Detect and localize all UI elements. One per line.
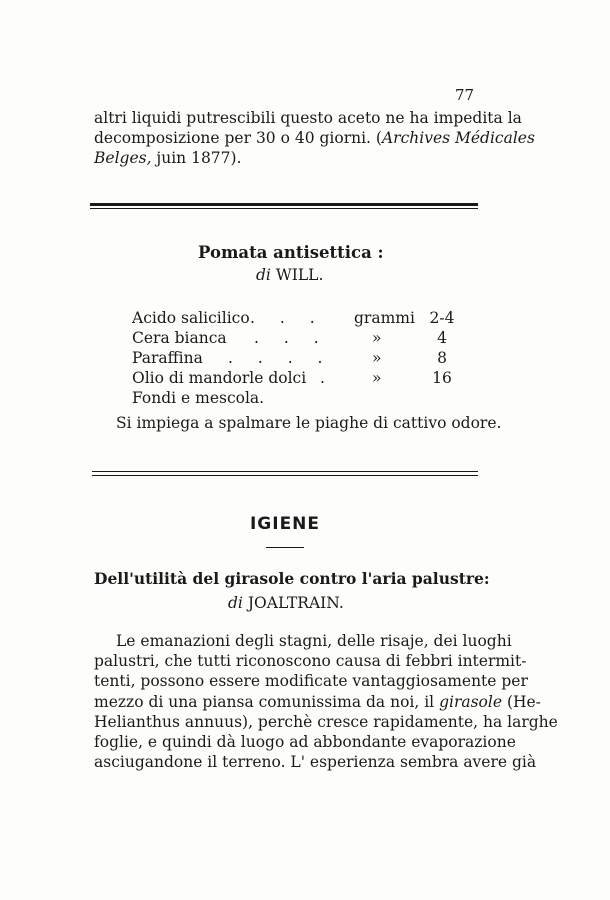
ingredient-name: Olio di mandorle dolci [132,369,307,387]
ingredient-leader: . . . [250,309,325,327]
divider-thick [90,203,478,206]
article-title: Dell'utilità del girasole contro l'aria palustre: [94,569,490,588]
author-name: JOALTRAIN. [247,594,344,612]
ingredient-qty: 8 [437,349,447,367]
plant-name: girasole [439,692,503,711]
article-author [228,594,344,612]
paragraph-line: asciugandone il terreno. L' esperienza sembra avere già [94,753,537,772]
paragraph-line: altri liquidi putrescibili questo aceto ne ha impedita la [94,109,522,127]
ingredient-name: Acido salicilico [132,309,250,327]
ingredient-leader: . . . [254,329,329,347]
citation-date: juin 1877). [151,149,242,167]
ingredient-leader: . [320,369,335,387]
recipe-author [256,266,323,284]
divider-thin [90,208,478,209]
ingredient-name: Paraffina [132,349,203,367]
paragraph-line [94,692,541,712]
ingredient-row [132,329,462,349]
recipe-title: Pomata antisettica : [198,243,384,262]
ingredient-qty: 16 [432,369,452,387]
page-number: 77 [455,86,475,104]
section-rule [266,547,304,548]
ingredient-row [132,349,462,369]
ingredient-row [132,389,462,409]
article-body [94,631,558,772]
ingredient-leader: . . . . [228,349,333,367]
ingredient-qty: 2-4 [429,309,455,327]
ingredient-name: Cera bianca [132,329,227,347]
top-paragraph [94,108,535,168]
paragraph-line: foglie, e quindi dà luogo ad abbondante evaporazione [94,733,516,752]
paragraph-line: tenti, possono essere modificate vantaggiosamente per [94,672,528,691]
ingredient-unit: » [372,369,382,387]
ingredient-unit: grammi [354,309,415,327]
divider-double-bottom [92,475,478,476]
paragraph-line: Helianthus annuus), perchè cresce rapidamente, ha larghe [94,712,558,731]
divider-double-top [92,471,478,472]
ingredient-row [132,309,462,329]
paragraph-line: palustri, che tutti riconoscono causa di febbri intermit- [94,652,527,671]
paragraph-line-text: decomposizione per 30 o 40 giorni. ( [94,129,382,147]
section-title: IGIENE [249,514,321,534]
paragraph-line-end: (He- [502,692,541,711]
ingredient-qty: 4 [437,329,447,347]
paragraph-line [94,128,535,148]
author-prefix: di [228,594,243,612]
paragraph-line: Le emanazioni degli stagni, delle risaje, dei luoghi [116,632,512,650]
paragraph-line-text: mezzo di una piansa comunissima da noi, il [94,692,440,711]
citation-journal-end: Belges, [94,149,152,167]
ingredient-list [132,309,462,409]
ingredient-unit: » [372,329,382,347]
ingredient-row [132,369,462,389]
citation-journal: Archives Médicales [381,129,535,147]
paragraph-line [94,148,476,168]
author-name: WILL. [275,266,324,284]
ingredient-unit: » [372,349,382,367]
ingredient-name: Fondi e mescola. [132,389,265,407]
recipe-note: Si impiega a spalmare le piaghe di cattivo odore. [116,414,502,432]
author-prefix: di [256,266,271,284]
